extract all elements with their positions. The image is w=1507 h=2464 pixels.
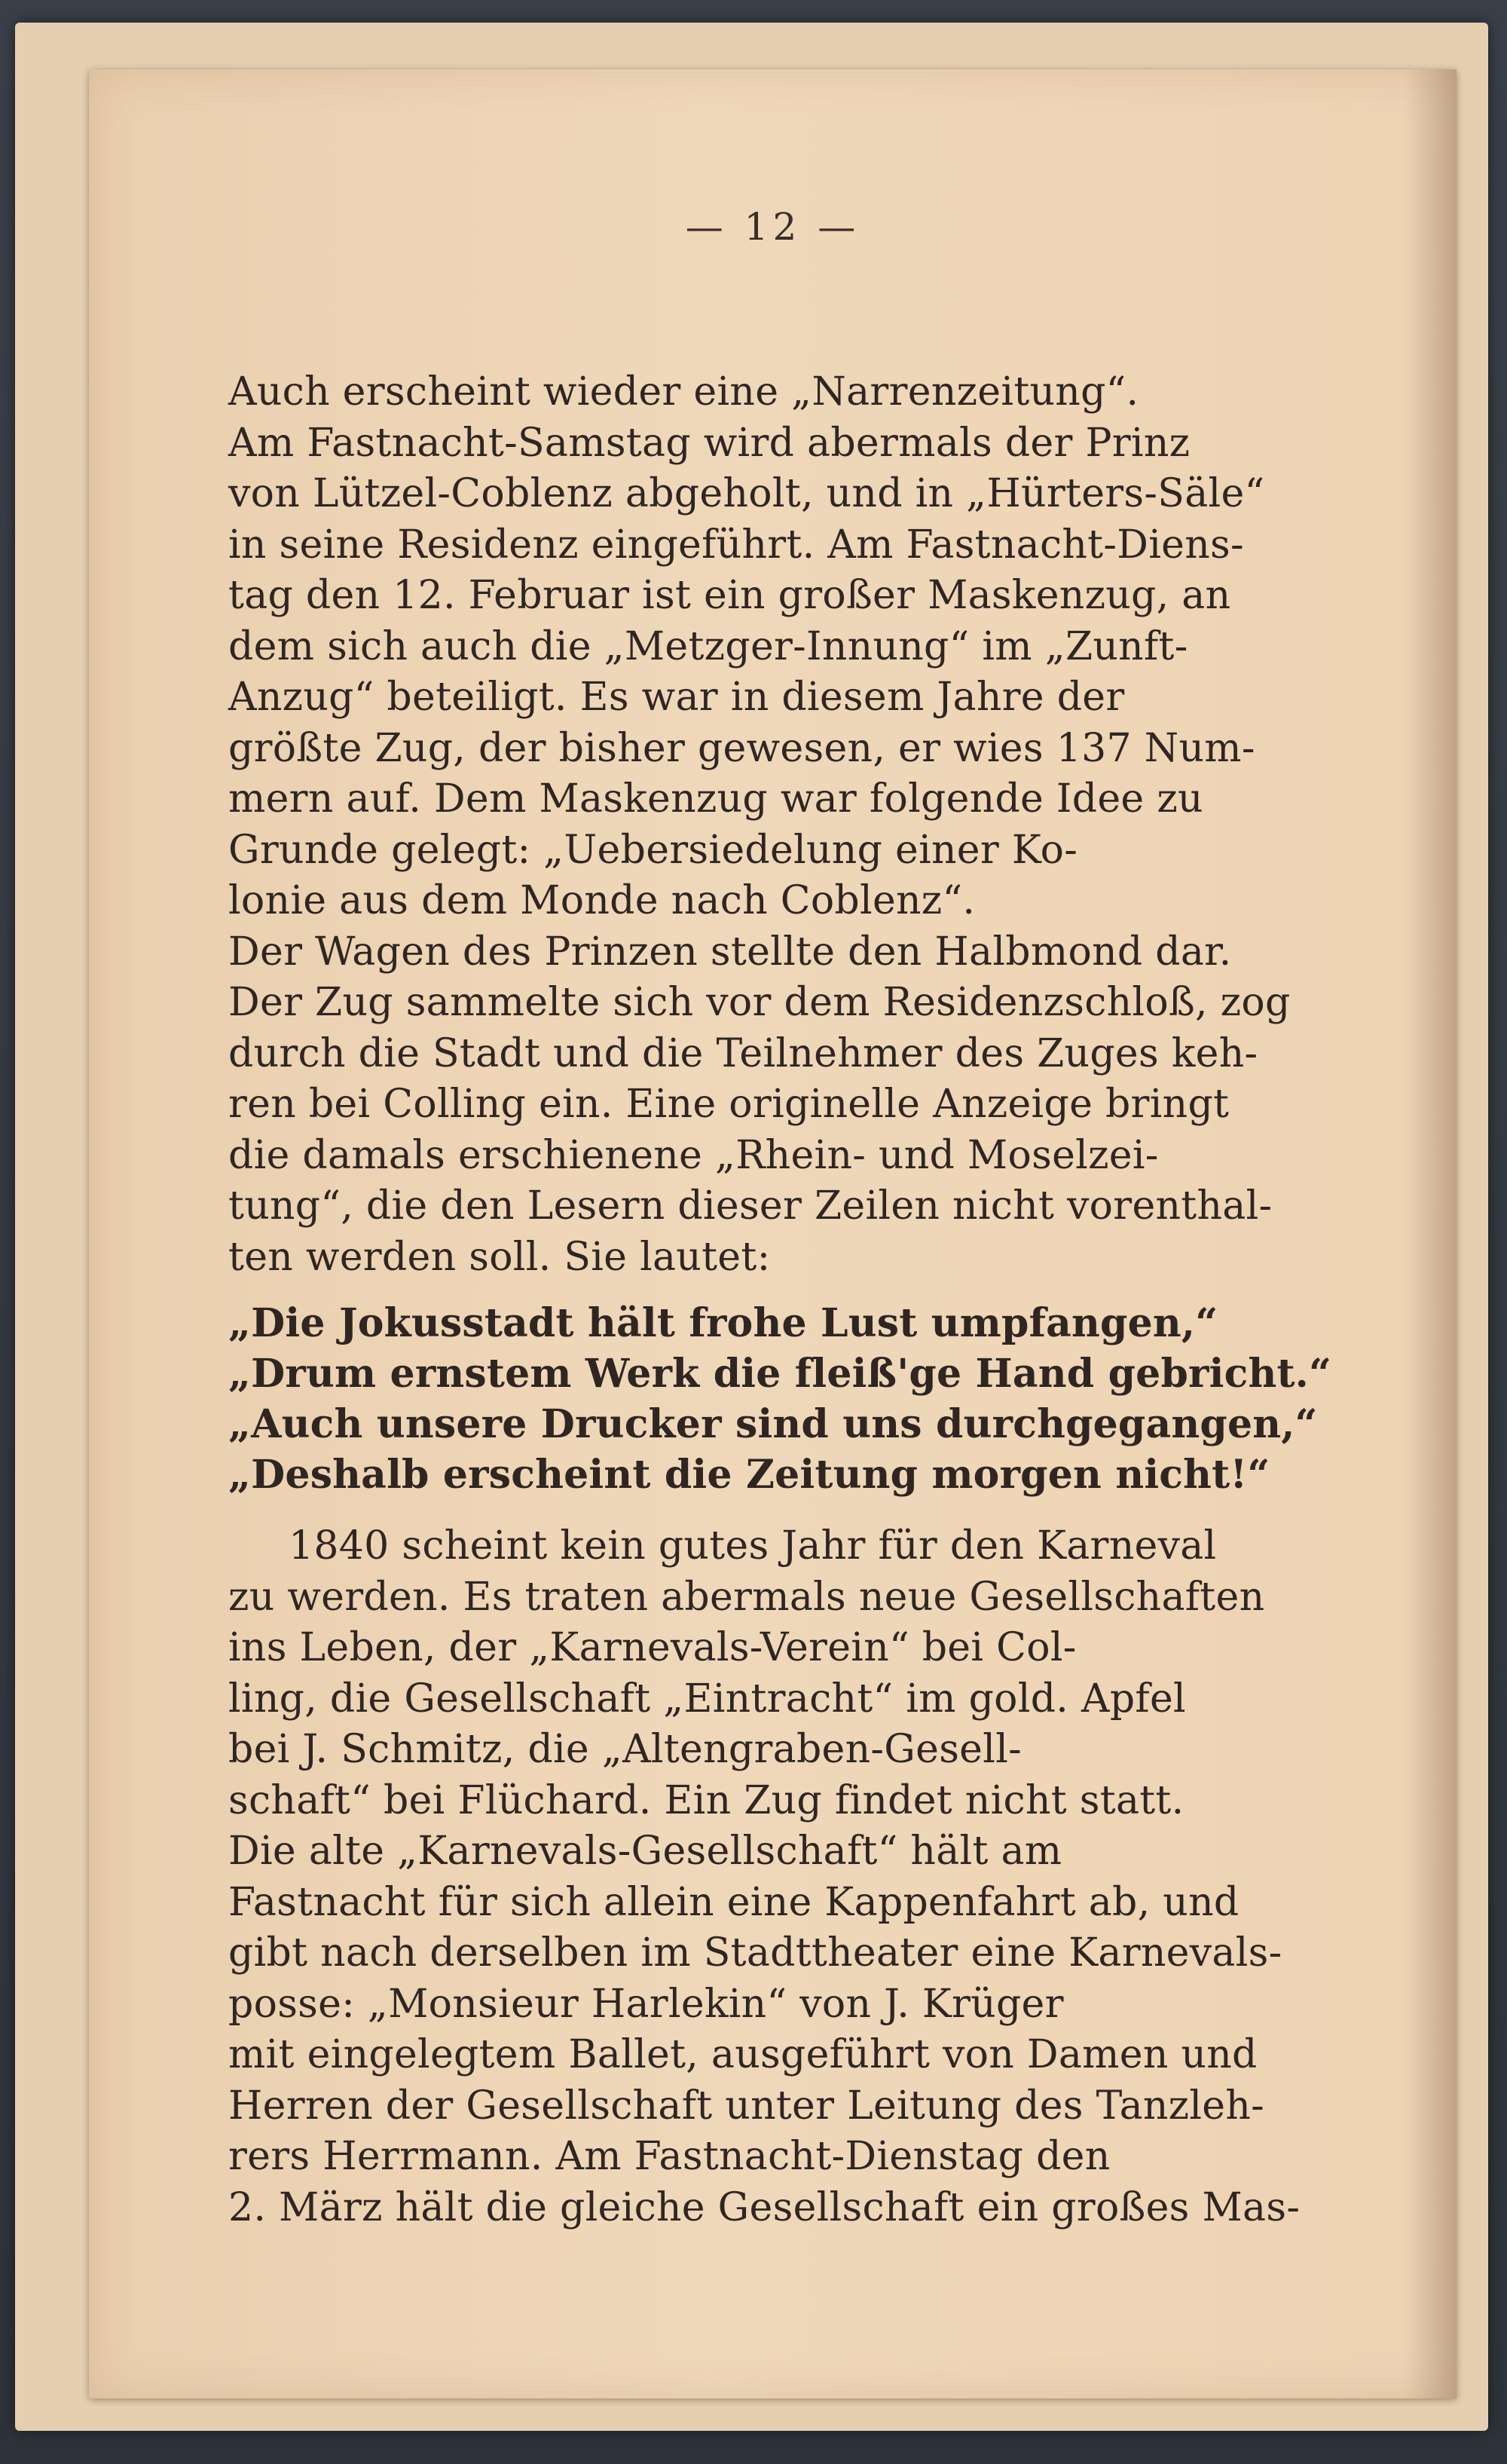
text-line: bei J. Schmitz, die „Altengraben-Gesell- [228, 1727, 1022, 1772]
text-line: ten werden soll. Sie lautet: [228, 1234, 771, 1280]
quote-line: „Die Jokusstadt hält frohe Lust umpfangen,“ [228, 1300, 1218, 1346]
text-line: die damals erschienene „Rhein- und Moselzei- [228, 1132, 1159, 1178]
quote-line: „Deshalb erscheint die Zeitung morgen nicht!“ [228, 1452, 1270, 1498]
text-line: Der Wagen des Prinzen stellte den Halbmond dar. [228, 929, 1232, 975]
text-line: durch die Stadt und die Teilnehmer des Zuges keh- [228, 1030, 1258, 1076]
page-body [228, 367, 1464, 2233]
text-line: 1840 scheint kein gutes Jahr für den Karneval [289, 1523, 1217, 1569]
text-line: zu werden. Es traten abermals neue Gesellschaften [228, 1574, 1265, 1620]
text-line: dem sich auch die „Metzger-Innung“ im „Zunft- [228, 623, 1188, 669]
text-line: Die alte „Karnevals-Gesellschaft“ hält am [228, 1829, 1062, 1874]
text-line: ins Leben, der „Karnevals-Verein“ bei Col- [228, 1625, 1077, 1670]
text-line: tag den 12. Februar ist ein großer Maskenzug, an [228, 573, 1231, 618]
paragraph-1 [228, 367, 1464, 1283]
text-line: ren bei Colling ein. Eine originelle Anzeige bringt [228, 1082, 1230, 1127]
paragraph-2 [228, 1521, 1464, 2233]
text-line: Anzug“ beteiligt. Es war in diesem Jahre der [228, 675, 1125, 720]
text-line: mit eingelegtem Ballet, ausgeführt von Damen und [228, 2032, 1258, 2077]
text-line: in seine Residenz eingeführt. Am Fastnacht-Diens- [228, 522, 1244, 568]
text-line: Der Zug sammelte sich vor dem Residenzschloß, zog [228, 980, 1291, 1025]
text-line: ling, die Gesellschaft „Eintracht“ im gold. Apfel [228, 1676, 1186, 1722]
text-line: tung“, die den Lesern dieser Zeilen nicht vorenthal- [228, 1183, 1273, 1229]
newspaper-quote [228, 1298, 1464, 1500]
quote-line: „Auch unsere Drucker sind uns durchgegangen,“ [228, 1401, 1318, 1447]
text-line: gibt nach derselben im Stadttheater eine Karnevals- [228, 1930, 1282, 1976]
text-line: größte Zug, der bisher gewesen, er wies 137 Num- [228, 725, 1255, 771]
text-line: von Lützel-Coblenz abgeholt, und in „Hürters-Säle“ [228, 471, 1265, 516]
text-line: posse: „Monsieur Harlekin“ von J. Krüger [228, 1981, 1064, 2027]
quote-line: „Drum ernstem Werk die fleiß'ge Hand gebricht.“ [228, 1351, 1332, 1397]
page-number: — 12 — [685, 205, 860, 249]
page-sheet [89, 69, 1457, 2398]
text-line: 2. März hält die gleiche Gesellschaft ein großes Mas- [228, 2184, 1301, 2230]
text-line: lonie aus dem Monde nach Coblenz“. [228, 878, 976, 923]
text-line: Fastnacht für sich allein eine Kappenfahrt ab, und [228, 1879, 1240, 1925]
text-line: Am Fastnacht-Samstag wird abermals der Prinz [228, 420, 1191, 466]
text-line: Auch erscheint wieder eine „Narrenzeitung“. [228, 369, 1139, 415]
text-line: mern auf. Dem Maskenzug war folgende Idee zu [228, 776, 1203, 822]
text-line: Grunde gelegt: „Uebersiedelung einer Ko- [228, 827, 1078, 873]
text-line: rers Herrmann. Am Fastnacht-Dienstag den [228, 2134, 1111, 2179]
text-line: schaft“ bei Flüchard. Ein Zug findet nicht statt. [228, 1777, 1185, 1823]
text-line: Herren der Gesellschaft unter Leitung des Tanzleh- [228, 2083, 1265, 2129]
